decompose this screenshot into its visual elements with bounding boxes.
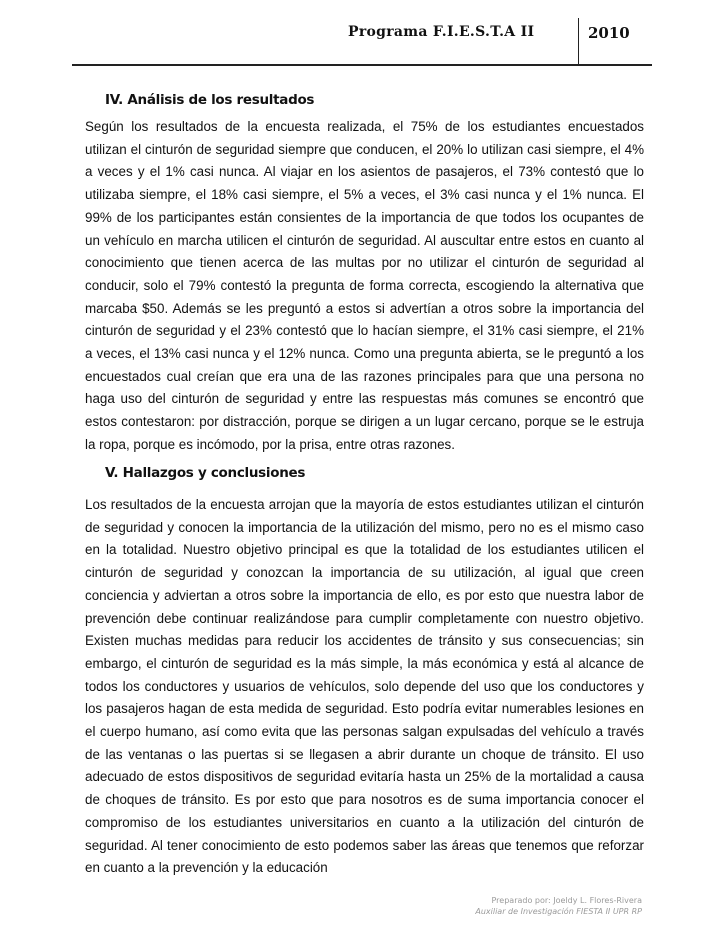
paragraph-conclusions: Los resultados de la encuesta arrojan que la mayoría de estos estudiantes utilizan el cinturón de seguridad y conocen la importancia de la utilización del mismo, pero no es el mismo caso en la totalidad. Nuestro objetivo principal es que la totalidad de los estudiantes utilicen el cinturón de seguridad y conozcan la importancia de su utilización, al igual que creen conciencia y adviertan a otros sobre la importancia de ello, es por esto que nuestra labor de prevención debe continuar realizándose para cumplir completamente con nuestro objetivo. Existen muchas medidas para reducir los accidentes de tránsito y sus consecuencias; sin embargo, el cinturón de seguridad es la más simple, la más económica y está al alcance de todos los conductores y usuarios de vehículos, solo depende del uso que los conductores y los pasajeros hagan de esta medida de seguridad. Esto podría evitar numerables lesiones en el cuerpo humano, así como evita que las personas salgan expulsadas del vehículo a través de las ventanas o las puertas si se llegasen a abrir durante un choque de tránsito. El uso adecuado de estos dispositivos de seguridad evitaría hasta un 25% de la mortalidad a causa de choques de tránsito. Es por esto que para nosotros es de suma importancia conocer el compromiso de los estudiantes universitarios en cuanto a la utilización del cinturón de seguridad. Al tener conocimiento de esto podemos saber las áreas que tenemos que reforzar en cuanto a la prevención y la educación <box>85 497 644 876</box>
footer-affiliation: Auxiliar de Investigación FIESTA II UPR RP <box>475 907 642 916</box>
header-divider <box>578 18 579 64</box>
paragraph-analysis: Según los resultados de la encuesta realizada, el 75% de los estudiantes encuestados utilizan el cinturón de seguridad siempre que conducen, el 20% lo utilizan casi siempre, el 4% a veces y el 1% casi nunca. Al viajar en los asientos de pasajeros, el 73% contestó que lo utilizaba siempre, el 18% casi siempre, el 5% a veces, el 3% casi nunca y el 1% nunca. El 99% de los participantes están consientes de la importancia de que todos los ocupantes de un vehículo en marcha utilicen el cinturón de seguridad. Al auscultar entre estos en cuanto al conocimiento que tienen acerca de las multas por no utilizar el cinturón de seguridad al conducir, solo el 79% contestó la pregunta de forma correcta, escogiendo la alternativa que marcaba $50. Además se les preguntó a estos si advertían a otros sobre la importancia del cinturón de seguridad y el 23% contestó que lo hacían siempre, el 31% casi siempre, el 21% a veces, el 13% casi nunca y el 12% nunca. Como una pregunta abierta, se le preguntó a los encuestados cual creían que era una de las razones principales para que una persona no haga uso del cinturón de seguridad y entre las respuestas más comunes se encontró que estos contestaron: por distracción, porque se dirigen a un lugar cercano, porque se le estruja la ropa, porque es incómodo, por la prisa, entre otras razones. <box>85 119 644 452</box>
footer-prepared-by: Preparado por: Joeldy L. Flores-Rivera <box>491 896 642 905</box>
section-body-analysis <box>85 116 644 457</box>
page-header <box>72 18 652 66</box>
header-year: 2010 <box>588 24 630 42</box>
section-heading-conclusions: V. Hallazgos y conclusiones <box>105 465 306 481</box>
section-body-conclusions <box>85 494 644 880</box>
header-title: Programa F.I.E.S.T.A II <box>348 24 535 40</box>
section-heading-analysis: IV. Análisis de los resultados <box>105 92 315 108</box>
